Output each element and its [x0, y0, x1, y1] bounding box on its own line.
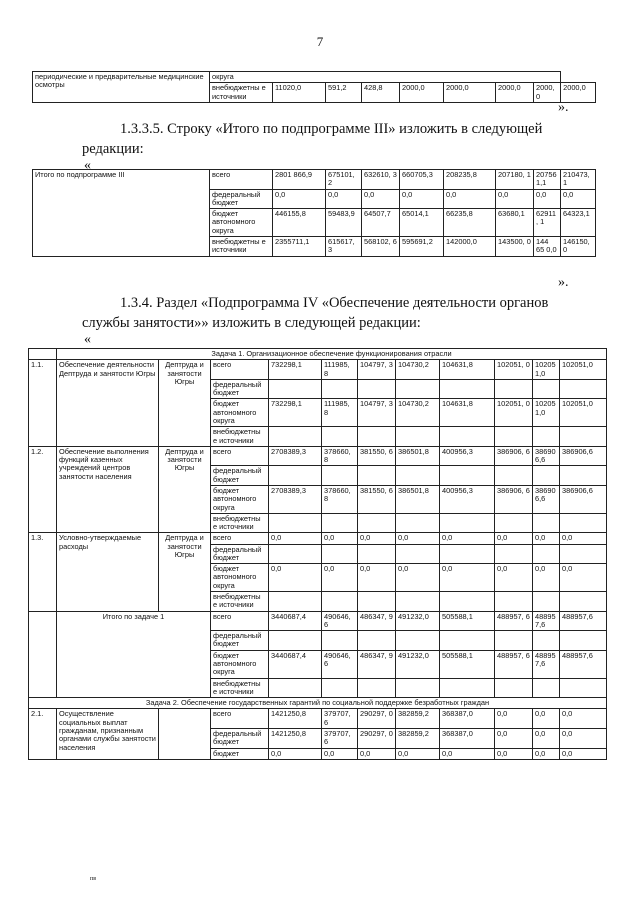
- table-cell: 632610, 3: [362, 170, 400, 190]
- table-cell: 0,0: [322, 533, 358, 544]
- table-cell: 2355711,1: [273, 236, 326, 256]
- table-cell: 104730,2: [396, 399, 440, 427]
- table-cell: 368387,0: [440, 709, 495, 729]
- table-cell: 2.1.: [29, 709, 57, 759]
- table-cell: 104631,8: [440, 360, 495, 380]
- table-cell: Условно-утверждаемые расходы: [57, 533, 159, 611]
- table-cell: [396, 544, 440, 564]
- table-cell: Обеспечение выполнения функций казенных учреждений центров занятости населения: [57, 446, 159, 533]
- table-cell: 2000,0: [561, 83, 596, 103]
- table-cell: [560, 631, 607, 651]
- table-cell: Дептруда и занятости Югры: [159, 360, 211, 447]
- table-cell: 675101, 2: [326, 170, 362, 190]
- table-cell: всего: [211, 446, 269, 466]
- closing-quote-2: ».: [558, 275, 569, 290]
- footer-mark: пв: [90, 876, 97, 882]
- table-cell: 595691,2: [400, 236, 444, 256]
- table-row: [29, 709, 607, 729]
- table-cell: [560, 466, 607, 486]
- table-cell: [322, 427, 358, 447]
- table-cell: [322, 466, 358, 486]
- table-cell: [358, 513, 396, 533]
- table-cell: 386501,8: [396, 446, 440, 466]
- table-cell: бюджет автономного округа: [211, 650, 269, 678]
- table-cell: [358, 379, 396, 399]
- table-cell: 0,0: [534, 189, 561, 209]
- table-cell: [440, 678, 495, 698]
- table-cell: 386906,6: [560, 446, 607, 466]
- table-cell: 2801 866,9: [273, 170, 326, 190]
- table-cell: [269, 466, 322, 486]
- table-cell: [322, 631, 358, 651]
- table-cell: [495, 631, 533, 651]
- table-cell: [495, 379, 533, 399]
- table-cell: [159, 709, 211, 759]
- table-cell: 104797, 3: [358, 399, 396, 427]
- table-cell: [269, 631, 322, 651]
- table-row: [29, 349, 607, 360]
- table-cell: 1421250,8: [269, 728, 322, 748]
- table-row: [29, 698, 607, 709]
- table-cell: [533, 466, 560, 486]
- table-cell: 368387,0: [440, 728, 495, 748]
- table-cell: [440, 379, 495, 399]
- table-cell: Дептруда и занятости Югры: [159, 533, 211, 611]
- table-cell: [269, 427, 322, 447]
- paragraph-1-3-3-5: 1.3.3.5. Строку «Итого по подпрограмме III» изложить в следующей редакции:: [82, 121, 543, 157]
- table-cell: бюджет автономного округа: [211, 564, 269, 592]
- table-cell: [533, 678, 560, 698]
- table-cell: 382859,2: [396, 728, 440, 748]
- table-cell: 0,0: [396, 748, 440, 759]
- table-cell: 144 65 0,0: [534, 236, 561, 256]
- table-cell: 0,0: [533, 748, 560, 759]
- table-cell: [560, 544, 607, 564]
- table-cell: 0,0: [440, 564, 495, 592]
- table-cell: [440, 466, 495, 486]
- table-cell: [396, 678, 440, 698]
- table-cell: 3440687,4: [269, 611, 322, 631]
- table-cell: 10205 1,0: [533, 360, 560, 380]
- table-cell: всего: [211, 533, 269, 544]
- table-cell: 65014,1: [400, 209, 444, 237]
- table-cell: 1421250,8: [269, 709, 322, 729]
- table-cell: 0,0: [560, 564, 607, 592]
- table-cell: внебюджетны е источники: [211, 427, 269, 447]
- table-cell: 488957,6: [560, 611, 607, 631]
- table-cell: [560, 513, 607, 533]
- table-cell: [269, 513, 322, 533]
- table-cell: федеральный бюджет: [211, 544, 269, 564]
- table-cell: 0,0: [495, 533, 533, 544]
- table-cell: 2000,0: [496, 83, 534, 103]
- table-cell: 59483,9: [326, 209, 362, 237]
- paragraph-1-3-4: 1.3.4. Раздел «Подпрограмма IV «Обеспечение деятельности органов службы занятости»» изложить в следующей редакции:: [82, 295, 549, 331]
- table-cell: 428,8: [362, 83, 400, 103]
- table-cell: [495, 592, 533, 612]
- table-cell: 111985, 8: [322, 399, 358, 427]
- table-cell: Обеспечение деятельности Дептруда и занятости Югры: [57, 360, 159, 447]
- table-cell: 491232,0: [396, 611, 440, 631]
- table-cell: [533, 631, 560, 651]
- table-cell: 64507,7: [362, 209, 400, 237]
- table-cell: [495, 427, 533, 447]
- table-cell: 38690 6,6: [533, 446, 560, 466]
- table-cell: 381550, 6: [358, 485, 396, 513]
- table-cell: 488957, 6: [495, 650, 533, 678]
- table-cell: 0,0: [322, 748, 358, 759]
- table-cell: 378660, 8: [322, 485, 358, 513]
- table-cell: 0,0: [495, 564, 533, 592]
- table-row: [29, 446, 607, 466]
- table-cell: 0,0: [273, 189, 326, 209]
- open-quote-2: «: [84, 332, 91, 347]
- table-cell: [440, 592, 495, 612]
- table-cell: [358, 678, 396, 698]
- table-cell: 3440687,4: [269, 650, 322, 678]
- table-top-fragment: [32, 71, 596, 103]
- table-row: [29, 360, 607, 380]
- table-cell: [560, 592, 607, 612]
- table-cell: 64323,1: [561, 209, 596, 237]
- table-cell: 0,0: [496, 189, 534, 209]
- table-cell: 0,0: [358, 564, 396, 592]
- table-cell: [322, 513, 358, 533]
- table-cell: [322, 678, 358, 698]
- table-cell: 10205 1,0: [533, 399, 560, 427]
- closing-quote-1: ».: [558, 100, 569, 115]
- table-cell: 0,0: [358, 748, 396, 759]
- table-cell: 615617, 3: [326, 236, 362, 256]
- table-cell: [396, 466, 440, 486]
- table-cell: [533, 427, 560, 447]
- table-cell: округа: [210, 72, 561, 83]
- table-cell: 0,0: [560, 709, 607, 729]
- table-cell: 0,0: [533, 728, 560, 748]
- table-cell: [396, 631, 440, 651]
- table-cell: 386906, 6: [495, 446, 533, 466]
- table-cell: федеральный бюджет: [211, 728, 269, 748]
- table-cell: 382859,2: [396, 709, 440, 729]
- table-cell: 290297, 0: [358, 728, 396, 748]
- table-cell: 111985, 8: [322, 360, 358, 380]
- table-cell: [269, 379, 322, 399]
- table-cell: 0,0: [444, 189, 496, 209]
- table-cell: 104797, 3: [358, 360, 396, 380]
- table-cell: 0,0: [560, 728, 607, 748]
- table-cell: 0,0: [322, 564, 358, 592]
- table-cell: 2708389,3: [269, 446, 322, 466]
- table-cell: 208235,8: [444, 170, 496, 190]
- table-cell: [495, 466, 533, 486]
- table-cell: федеральный бюджет: [211, 466, 269, 486]
- table-cell: внебюджетны е источники: [211, 592, 269, 612]
- table-cell: Итого по подпрограмме III: [33, 170, 210, 257]
- table-cell: [533, 379, 560, 399]
- table-cell: 0,0: [396, 564, 440, 592]
- table-cell: 290297, 0: [358, 709, 396, 729]
- table-cell: Осуществление социальных выплат гражданам, признанным органами службы занятости населения: [57, 709, 159, 759]
- table-cell: [495, 678, 533, 698]
- table-cell: Задача 2. Обеспечение государственных гарантий по социальной поддержке безработных граждан: [29, 698, 607, 709]
- page-number: 7: [316, 34, 324, 49]
- table-cell: 20756 1,1: [534, 170, 561, 190]
- open-quote-1: «: [84, 158, 91, 173]
- table-cell: бюджет автономного округа: [211, 399, 269, 427]
- table-cell: [396, 427, 440, 447]
- table-cell: [396, 592, 440, 612]
- table-cell: [29, 349, 57, 360]
- table-cell: 0,0: [269, 564, 322, 592]
- table-cell: 102051, 0: [495, 399, 533, 427]
- table-cell: всего: [211, 709, 269, 729]
- table-cell: федеральный бюджет: [211, 631, 269, 651]
- table-cell: 379707, 6: [322, 709, 358, 729]
- table-cell: федеральный бюджет: [211, 379, 269, 399]
- table-cell: 591,2: [326, 83, 362, 103]
- table-cell: бюджет автономного округа: [211, 485, 269, 513]
- table-cell: 0,0: [269, 748, 322, 759]
- table-cell: 400956,3: [440, 446, 495, 466]
- table-cell: 381550, 6: [358, 446, 396, 466]
- table-cell: [358, 592, 396, 612]
- table-cell: 400956,3: [440, 485, 495, 513]
- table-cell: бюджет автономного округа: [210, 209, 273, 237]
- table-cell: 505588,1: [440, 611, 495, 631]
- table-cell: 486347, 9: [358, 611, 396, 631]
- table-row: [33, 170, 596, 190]
- table-cell: 0,0: [326, 189, 362, 209]
- table-cell: [358, 427, 396, 447]
- table-cell: 48895 7,6: [533, 650, 560, 678]
- table-cell: 2708389,3: [269, 485, 322, 513]
- table-cell: 488957, 6: [495, 611, 533, 631]
- table-cell: [533, 513, 560, 533]
- table-cell: [358, 466, 396, 486]
- table-cell: 491232,0: [396, 650, 440, 678]
- table-cell: 63680,1: [496, 209, 534, 237]
- table-cell: [533, 544, 560, 564]
- table-cell: Дептруда и занятости Югры: [159, 446, 211, 533]
- table-cell: [269, 592, 322, 612]
- table-cell: 102051, 0: [495, 360, 533, 380]
- table-cell: периодические и предварительные медицинские осмотры: [33, 72, 210, 103]
- table-cell: 143500, 0: [496, 236, 534, 256]
- table-cell: 48895 7,6: [533, 611, 560, 631]
- table-cell: бюджет: [211, 748, 269, 759]
- table-cell: 102051,0: [560, 360, 607, 380]
- table-subprogram-4: [28, 348, 607, 760]
- table-cell: 1.2.: [29, 446, 57, 533]
- table-cell: федеральный бюджет: [210, 189, 273, 209]
- table-cell: 386501,8: [396, 485, 440, 513]
- table-cell: 378660, 8: [322, 446, 358, 466]
- table-cell: 379707, 6: [322, 728, 358, 748]
- table-cell: 62911, 1: [534, 209, 561, 237]
- table-cell: внебюджетны е источники: [210, 236, 273, 256]
- table-cell: 0,0: [533, 709, 560, 729]
- table-cell: [560, 427, 607, 447]
- table-cell: 0,0: [560, 748, 607, 759]
- table-cell: 1.1.: [29, 360, 57, 447]
- table-cell: 0,0: [396, 533, 440, 544]
- table-cell: 0,0: [440, 748, 495, 759]
- table-cell: 0,0: [561, 189, 596, 209]
- table-cell: внебюджетны е источники: [211, 678, 269, 698]
- table-cell: [322, 592, 358, 612]
- table-cell: 446155,8: [273, 209, 326, 237]
- table-cell: [358, 631, 396, 651]
- table-cell: 490646, 6: [322, 611, 358, 631]
- table-cell: Задача 1. Организационное обеспечение функционирования отрасли: [57, 349, 607, 360]
- table-cell: Итого по задаче 1: [57, 611, 211, 698]
- table-cell: 207180, 1: [496, 170, 534, 190]
- table-cell: 0,0: [269, 533, 322, 544]
- table-cell: всего: [211, 360, 269, 380]
- table-cell: 1.3.: [29, 533, 57, 611]
- table-row: [29, 611, 607, 631]
- table-cell: [396, 379, 440, 399]
- table-cell: внебюджетны е источники: [210, 83, 273, 103]
- table-cell: 66235,8: [444, 209, 496, 237]
- table-cell: 102051,0: [560, 399, 607, 427]
- table-cell: [440, 513, 495, 533]
- table-cell: [440, 427, 495, 447]
- table-cell: 2000,0: [444, 83, 496, 103]
- table-cell: [533, 592, 560, 612]
- table-cell: 0,0: [495, 748, 533, 759]
- table-cell: 488957,6: [560, 650, 607, 678]
- table-cell: [29, 611, 57, 698]
- table-cell: [560, 379, 607, 399]
- table-cell: 0,0: [440, 533, 495, 544]
- table-cell: 0,0: [495, 709, 533, 729]
- table-cell: 0,0: [560, 533, 607, 544]
- table-cell: [322, 379, 358, 399]
- table-cell: 146150,0: [561, 236, 596, 256]
- table-cell: 210473,1: [561, 170, 596, 190]
- table-cell: 490646, 6: [322, 650, 358, 678]
- table-cell: [440, 544, 495, 564]
- table-cell: 0,0: [400, 189, 444, 209]
- table-cell: всего: [211, 611, 269, 631]
- table-cell: [560, 678, 607, 698]
- table-cell: [396, 513, 440, 533]
- table-cell: [440, 631, 495, 651]
- table-cell: 486347, 9: [358, 650, 396, 678]
- table-cell: 142000,0: [444, 236, 496, 256]
- table-cell: [495, 544, 533, 564]
- table-cell: [269, 544, 322, 564]
- table-cell: 0,0: [495, 728, 533, 748]
- table-cell: 38690 6,6: [533, 485, 560, 513]
- table-cell: 0,0: [358, 533, 396, 544]
- table-cell: внебюджетны е источники: [211, 513, 269, 533]
- table-cell: 568102, 6: [362, 236, 400, 256]
- table-row: [29, 533, 607, 544]
- table-cell: 0,0: [362, 189, 400, 209]
- table-cell: 0,0: [533, 533, 560, 544]
- table-cell: 2000,0: [534, 83, 561, 103]
- table-cell: [322, 544, 358, 564]
- table-cell: 104730,2: [396, 360, 440, 380]
- table-cell: [495, 513, 533, 533]
- table-cell: 386906, 6: [495, 485, 533, 513]
- table-cell: 104631,8: [440, 399, 495, 427]
- table-cell: 11020,0: [273, 83, 326, 103]
- table-cell: 2000,0: [400, 83, 444, 103]
- table-row: [33, 72, 596, 83]
- table-cell: 732298,1: [269, 360, 322, 380]
- table-cell: [269, 678, 322, 698]
- table-cell: 386906,6: [560, 485, 607, 513]
- table-cell: 0,0: [533, 564, 560, 592]
- table-cell: 732298,1: [269, 399, 322, 427]
- table-cell: всего: [210, 170, 273, 190]
- table-itogo-subprogram-3: [32, 169, 596, 257]
- table-cell: [358, 544, 396, 564]
- table-cell: 660705,3: [400, 170, 444, 190]
- table-cell: 505588,1: [440, 650, 495, 678]
